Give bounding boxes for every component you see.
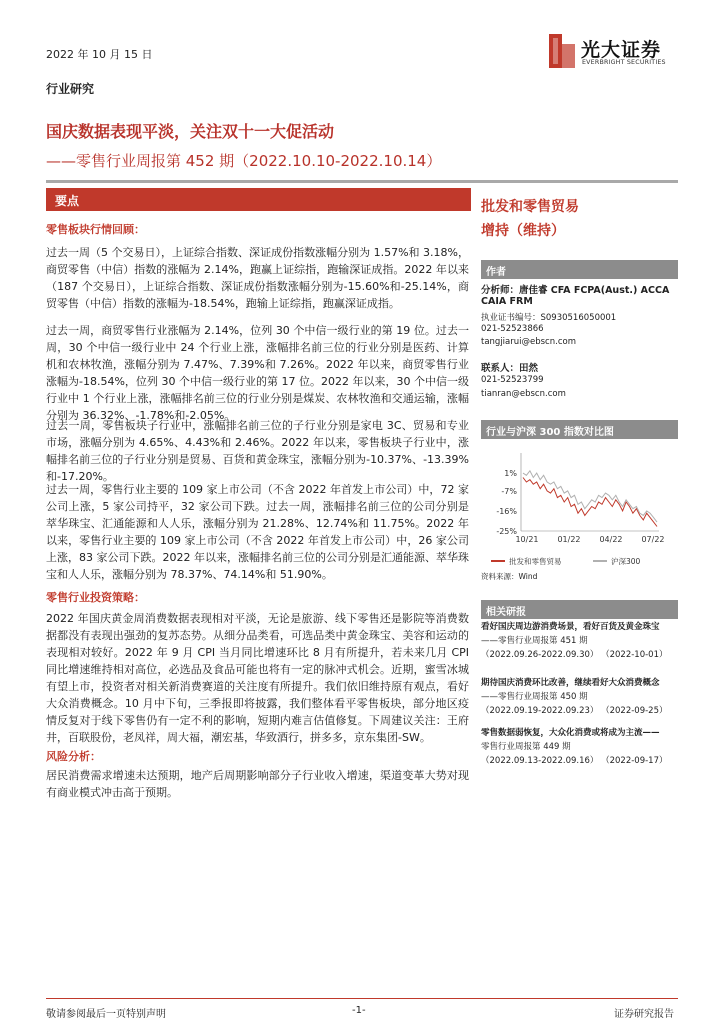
comparison-chart xyxy=(481,445,678,570)
key-points-bar xyxy=(46,188,471,211)
contact-email[interactable] xyxy=(481,389,566,399)
analyst-certs: CAIA FRM xyxy=(481,296,533,307)
rating-label: 增持（维持） xyxy=(481,223,565,239)
legend-label: 批发和零售贸易 xyxy=(509,557,562,566)
report-type: 证券研究报告 xyxy=(614,1009,674,1020)
footer-divider xyxy=(46,998,678,999)
cert-number: 执业证书编号：S0930516050001 xyxy=(481,313,617,323)
key-points-heading: 要点 xyxy=(55,194,80,208)
report-dates: （2022.09.26-2022.09.30） （2022-10-01） xyxy=(481,650,668,660)
paragraph-text: 过去一周，商贸零售行业涨幅为 2.14%，位列 30 个中信一级行业的第 19 位。过去一周，30 个中信一级行业中 24 个行业上涨，涨幅排名前三位的行业分别是医药、计算机和农林牧渔，涨幅分别为 7.47%、7.39%和 7.26%。2022 年以来，商贸零售行业涨幅为-18.54%，位列 30 个中信一级行业的第 17 位。2022 年以来，30 个中信一级行业中 1 个行业上涨，涨幅排名前三位的行业分别是煤炭、农林牧渔和交通运输，涨幅分别为 36.32%、-1.78%和-2.05%。 xyxy=(46,324,469,422)
analyst-name: 分析师：唐佳睿 CFA FCPA(Aust.) ACCA xyxy=(481,285,670,296)
logo-mark-icon xyxy=(549,34,575,68)
paragraph-industry xyxy=(46,322,469,424)
chart-source: 资料来源：Wind xyxy=(481,572,538,581)
report-dates: （2022.09.19-2022.09.23） （2022-09-25） xyxy=(481,706,668,716)
legend-label: 沪深300 xyxy=(611,557,641,566)
contact-name: 联系人：田然 xyxy=(481,363,539,374)
paragraph-text: 2022 年国庆黄金周消费数据表现相对平淡，无论是旅游、线下零售还是影院等消费数据都没有表现出强劲的复苏态势。从细分品类看，可选品类中黄金珠宝、美容和运动的表现相对较好。2022 年 9 月 CPI 当月同比增速环比 8 月有所提升，若未来几月 CPI 同比增速维持相对高位，必选品及食品可能也将有一定的脉冲式机会。近期，蜜雪冰城有望上市，投资者对相关新消费赛道的关注度有所提升。我们依旧维持原有观点，看好大众消费概念。10 月中下旬，三季报即将披露，我们整体看平零售板块，部分地区疫情反复对于线下零售仍有一定不利的影响，短期内难言估值修复。下周建议关注：王府井，百联股份，老凤祥，周大福，潮宏基，华致酒行，拼多多，京东集团-SW。 xyxy=(46,612,469,744)
market-review-title: 零售板块行情回顾： xyxy=(46,223,145,236)
report-title: 看好国庆周边游消费场景，看好百货及黄金珠宝 xyxy=(481,622,660,632)
related-bar xyxy=(481,600,678,619)
header-divider xyxy=(46,180,678,183)
disclaimer-link[interactable] xyxy=(46,1005,166,1020)
report-date: 2022 年 10 月 15 日 xyxy=(46,48,153,61)
related-report[interactable] xyxy=(481,620,678,662)
report-subtitle: ——零售行业周报第 452 期（2022.10.10-2022.10.14） xyxy=(46,152,442,170)
x-tick-label: 07/22 xyxy=(641,535,665,544)
y-tick-label: -16% xyxy=(496,506,517,516)
related-report[interactable] xyxy=(481,726,678,768)
risk-title: 风险分析： xyxy=(46,750,101,763)
email-text: tianran@ebscn.com xyxy=(481,389,566,399)
related-report[interactable] xyxy=(481,676,678,718)
report-title: 期待国庆消费环比改善，继续看好大众消费概念 xyxy=(481,678,660,688)
x-tick-label: 10/21 xyxy=(515,535,539,544)
report-issue: 零售行业周报第 449 期 xyxy=(481,742,571,752)
series-line xyxy=(523,471,657,522)
x-tick-label: 01/22 xyxy=(557,535,581,544)
email-text: tangjiarui@ebscn.com xyxy=(481,337,576,347)
chart-heading: 行业与沪深 300 指数对比图 xyxy=(486,427,614,438)
report-issue: ——零售行业周报第 450 期 xyxy=(481,692,588,702)
paragraph-strategy xyxy=(46,610,469,746)
paragraph-subindustry xyxy=(46,417,469,485)
report-title: 零售数据弱恢复，大众化消费或将成为主流—— xyxy=(481,728,660,738)
paragraph-text: 过去一周，零售行业主要的 109 家上市公司（不含 2022 年首发上市公司）中，72 家公司上涨，5 家公司持平，32 家公司下跌。过去一周，涨幅排名前三位的公司分别是萃华珠宝、汇通能源和人人乐，涨幅分别为 21.28%、12.74%和 11.75%。2022 年以来，零售行业主要的 109 家上市公司（不含 2022 年首发上市公司）中，26 家公司上涨，83 家公司下跌。2022 年以来，涨幅排名前三位的公司分别是汇通能源、萃华珠宝和人人乐，涨幅分别为 78.37%、74.14%和 51.90%。 xyxy=(46,483,469,581)
industry-name: 批发和零售贸易 xyxy=(481,199,579,215)
report-category: 行业研究 xyxy=(46,82,95,96)
report-issue: ——零售行业周报第 451 期 xyxy=(481,636,588,646)
x-tick-label: 04/22 xyxy=(599,535,623,544)
related-heading: 相关研报 xyxy=(486,607,526,618)
paragraph-text: 居民消费需求增速未达预期，地产后周期影响部分子行业收入增速，渠道变革大势对现有商业模式冲击高于预期。 xyxy=(46,769,469,799)
disclaimer-text: 敬请参阅最后一页特别声明 xyxy=(46,1009,166,1020)
logo-subtext: EVERBRIGHT SECURITIES xyxy=(582,59,666,66)
paragraph-text: 过去一周（5 个交易日），上证综合指数、深证成份指数涨幅分别为 1.57%和 3.18%，商贸零售（中信）指数的涨幅为 2.14%，跑赢上证综指，跑输深证成指。2022 年以来（187 个交易日），上证综合指数、深证成份指数涨幅分别为-15.60%和-25.14%，商贸零售（中信）指数的涨幅为-18.54%，跑输上证综指，跑赢深证成指。 xyxy=(46,246,469,310)
paragraph-market xyxy=(46,244,469,312)
report-title: 国庆数据表现平淡，关注双十一大促活动 xyxy=(46,122,335,141)
author-heading: 作者 xyxy=(486,267,506,278)
everbright-logo xyxy=(549,34,689,70)
logo-text: 光大证券 xyxy=(581,39,662,61)
report-dates: （2022.09.13-2022.09.16） （2022-09-17） xyxy=(481,756,668,766)
strategy-title: 零售行业投资策略： xyxy=(46,591,145,604)
contact-phone: 021-52523799 xyxy=(481,375,544,385)
paragraph-text: 过去一周，零售板块子行业中，涨幅排名前三位的子行业分别是家电 3C、贸易和专业市场，涨幅分别为 4.65%、4.43%和 2.46%。2022 年以来，零售板块子行业中，涨幅排名前三位的子行业分别是贸易、百货和黄金珠宝，涨幅分别为-10.37%、-13.39%和-17.20%。 xyxy=(46,419,469,483)
paragraph-risk xyxy=(46,767,469,801)
y-tick-label: 1% xyxy=(504,469,517,479)
paragraph-companies xyxy=(46,481,469,583)
y-tick-label: -7% xyxy=(501,486,517,496)
y-tick-label: -25% xyxy=(496,527,517,536)
chart-bar xyxy=(481,420,678,439)
analyst-phone: 021-52523866 xyxy=(481,324,544,334)
author-bar xyxy=(481,260,678,279)
analyst-email[interactable] xyxy=(481,337,576,347)
page-number: -1- xyxy=(352,1005,366,1016)
